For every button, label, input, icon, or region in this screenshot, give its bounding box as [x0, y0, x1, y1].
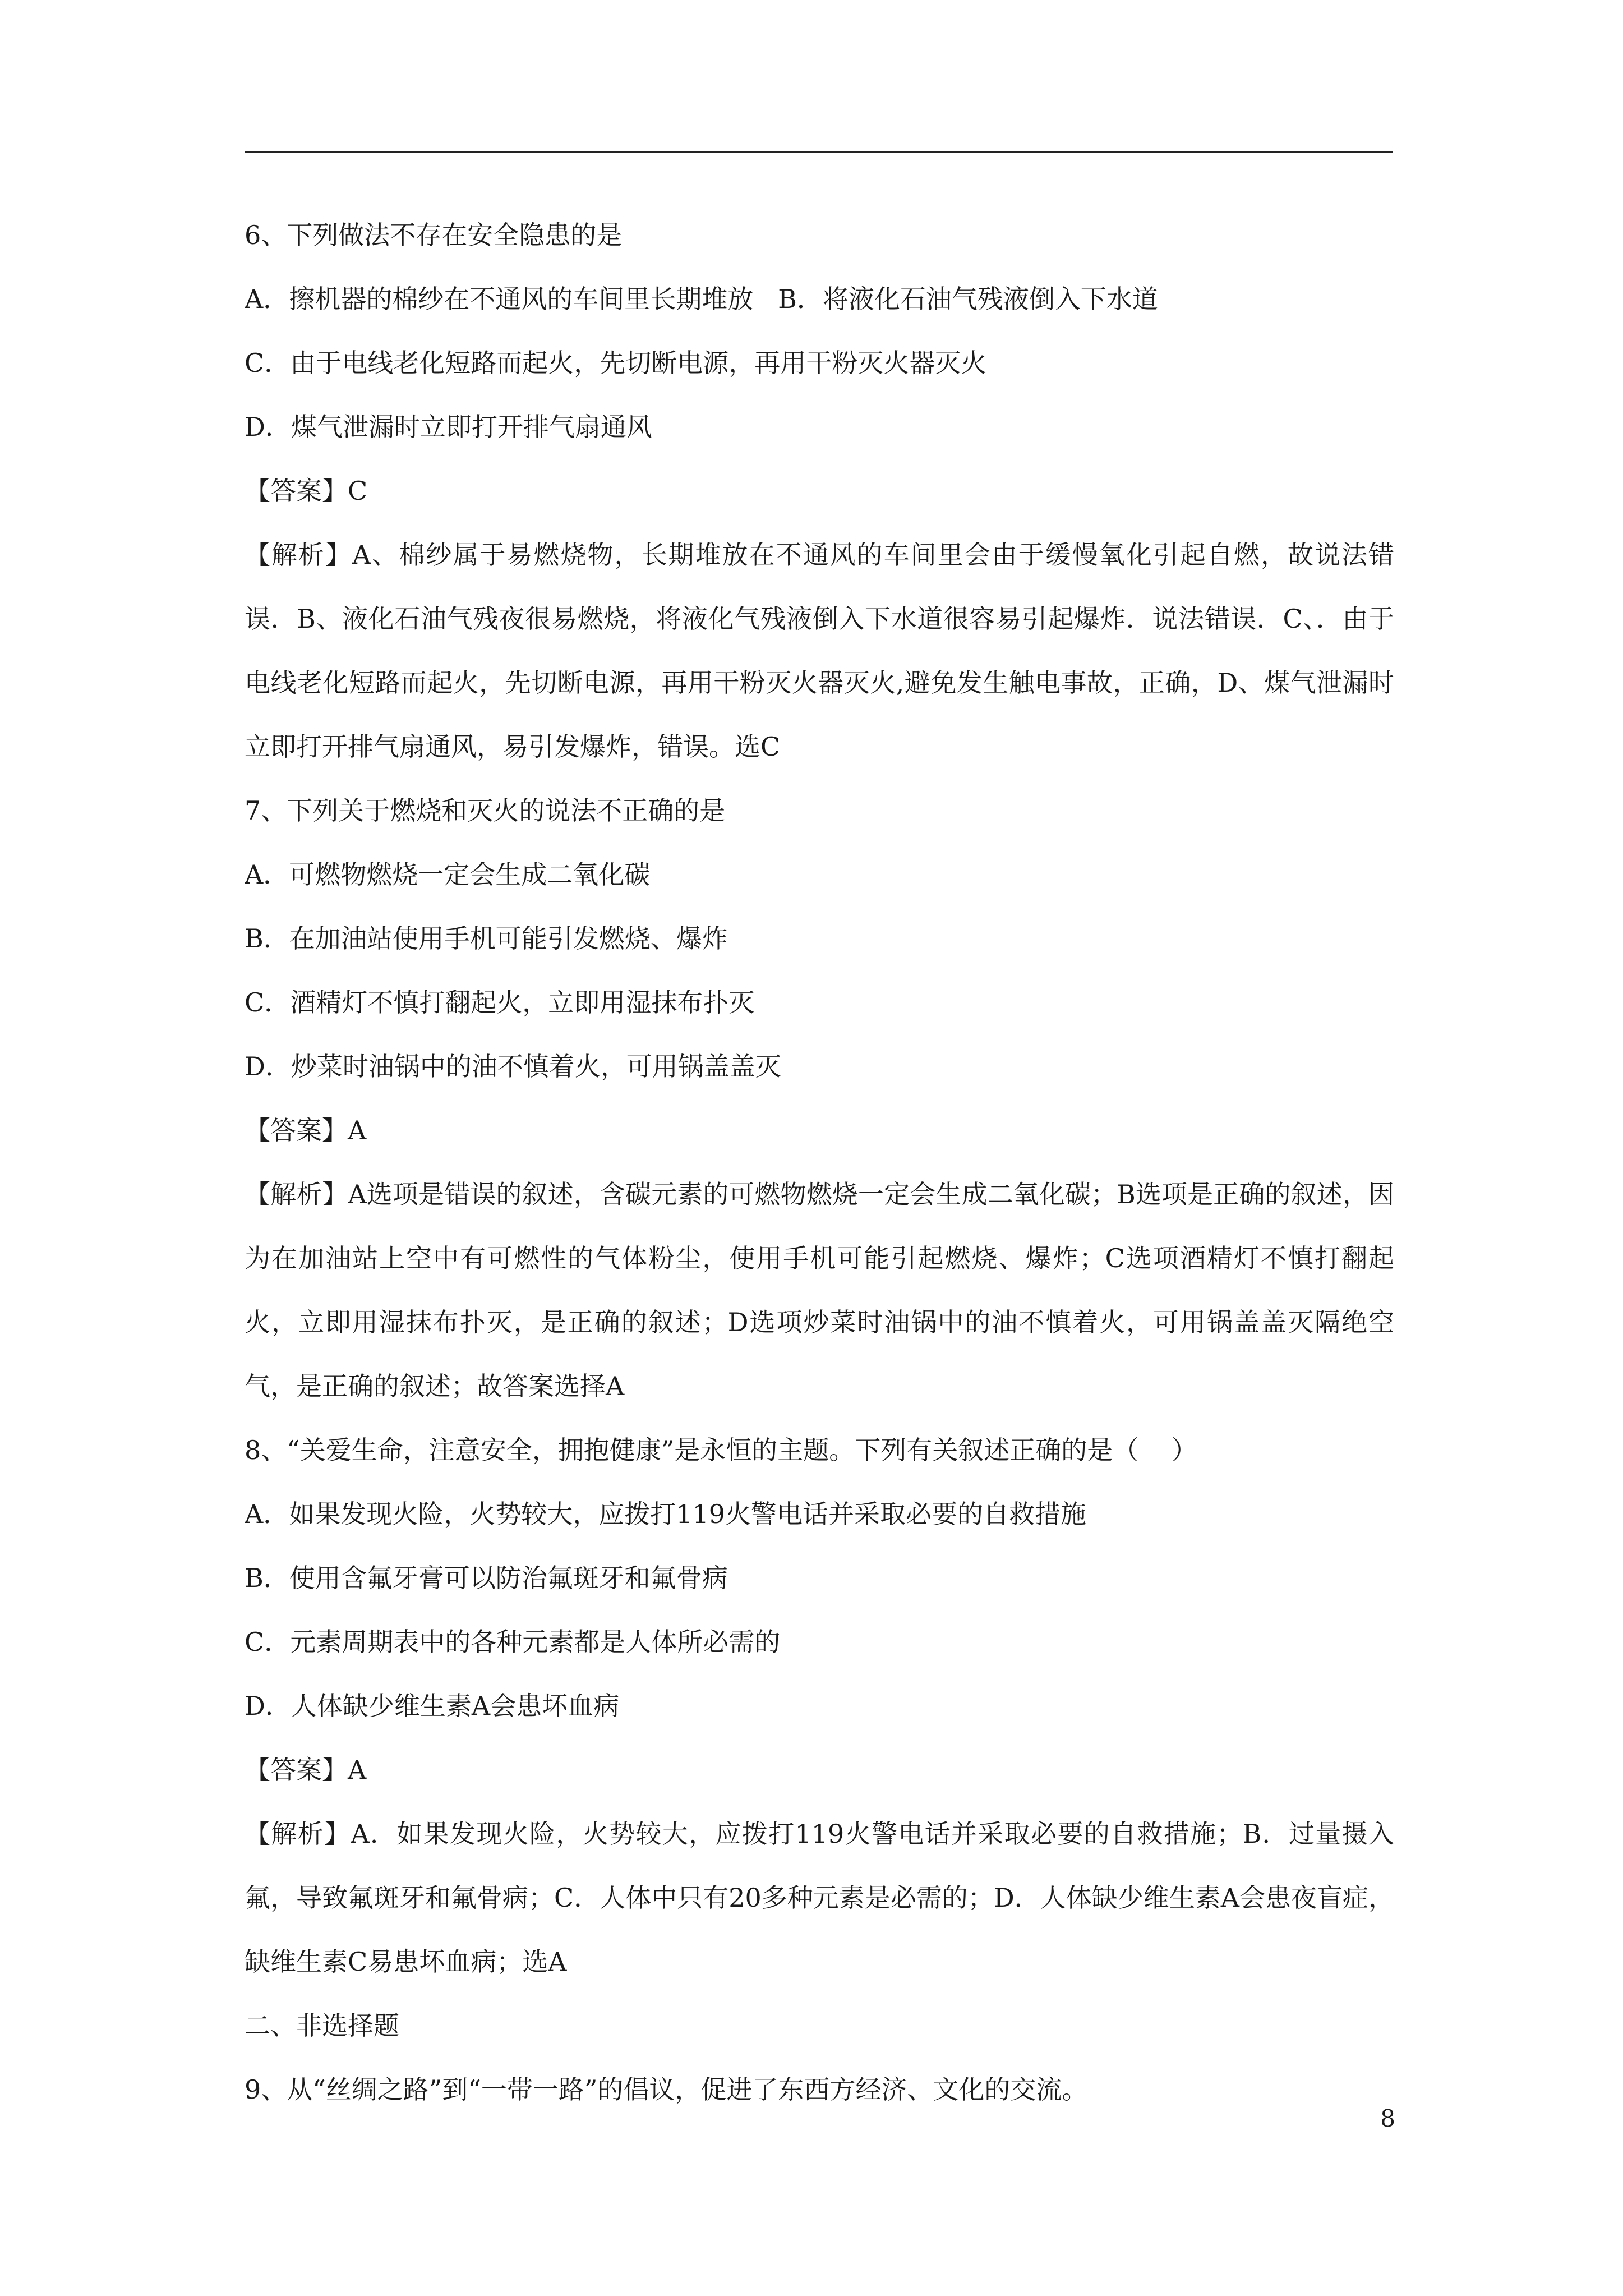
analysis-paragraph: 【解析】A、棉纱属于易燃烧物，长期堆放在不通风的车间里会由于缓慢氧化引起自燃，故说法错误．B、液化石油气残夜很易燃烧，将液化气残液倒入下水道很容易引起爆炸．说法错误．C、．由于电线老化短路而起火，先切断电源，再用干粉灭火器灭火,避免发生触电事故，正确，D、煤气泄漏时立即打开排气扇通风，易引发爆炸，错误。选C: [245, 540, 1394, 762]
section-heading: 二、非选择题: [245, 2010, 399, 2041]
header-rule: [245, 151, 1393, 153]
option-line: A．可燃物燃烧一定会生成二氧化碳: [245, 859, 651, 890]
question-stem: 8、“关爱生命，注意安全，拥抱健康”是永恒的主题。下列有关叙述正确的是（ ）: [245, 1435, 1197, 1465]
option-line: C．元素周期表中的各种元素都是人体所必需的: [245, 1627, 781, 1657]
option-line: D．煤气泄漏时立即打开排气扇通风: [245, 412, 652, 442]
option-line: B．在加油站使用手机可能引发燃烧、爆炸: [245, 923, 728, 954]
option-line: A．如果发现火险，火势较大，应拨打119火警电话并采取必要的自救措施: [245, 1499, 1087, 1529]
question-stem: 7、下列关于燃烧和灭火的说法不正确的是: [245, 795, 726, 826]
option-line: B．使用含氟牙膏可以防治氟斑牙和氟骨病: [245, 1563, 728, 1593]
analysis-paragraph: 【解析】A．如果发现火险，火势较大，应拨打119火警电话并采取必要的自救措施；B．过量摄入氟，导致氟斑牙和氟骨病；C．人体中只有20多种元素是必需的；D．人体缺少维生素A会患夜盲症，缺维生素C易患坏血病；选A: [245, 1819, 1394, 1977]
answer-line: 【答案】C: [245, 476, 368, 506]
option-line: D．炒菜时油锅中的油不慎着火，可用锅盖盖灭: [245, 1051, 781, 1082]
answer-line: 【答案】A: [245, 1115, 367, 1145]
answer-line: 【答案】A: [245, 1755, 367, 1785]
option-line: A．擦机器的棉纱在不通风的车间里长期堆放 B．将液化石油气残液倒入下水道: [245, 284, 1158, 314]
option-line: C．由于电线老化短路而起火，先切断电源，再用干粉灭火器灭火: [245, 348, 987, 378]
question-stem: 6、下列做法不存在安全隐患的是: [245, 220, 623, 250]
option-line: D．人体缺少维生素A会患坏血病: [245, 1691, 620, 1721]
question-stem: 9、从“丝绸之路”到“一带一路”的倡议，促进了东西方经济、文化的交流。: [245, 2074, 1088, 2105]
page-number: 8: [1380, 2105, 1395, 2132]
page-content: [245, 203, 1394, 2122]
analysis-paragraph: 【解析】A选项是错误的叙述，含碳元素的可燃物燃烧一定会生成二氧化碳；B选项是正确的叙述，因为在加油站上空中有可燃性的气体粉尘，使用手机可能引起燃烧、爆炸；C选项酒精灯不慎打翻起火，立即用湿抹布扑灭，是正确的叙述；D选项炒菜时油锅中的油不慎着火，可用锅盖盖灭隔绝空气，是正确的叙述；故答案选择A: [245, 1179, 1394, 1401]
option-line: C．酒精灯不慎打翻起火，立即用湿抹布扑灭: [245, 987, 755, 1018]
